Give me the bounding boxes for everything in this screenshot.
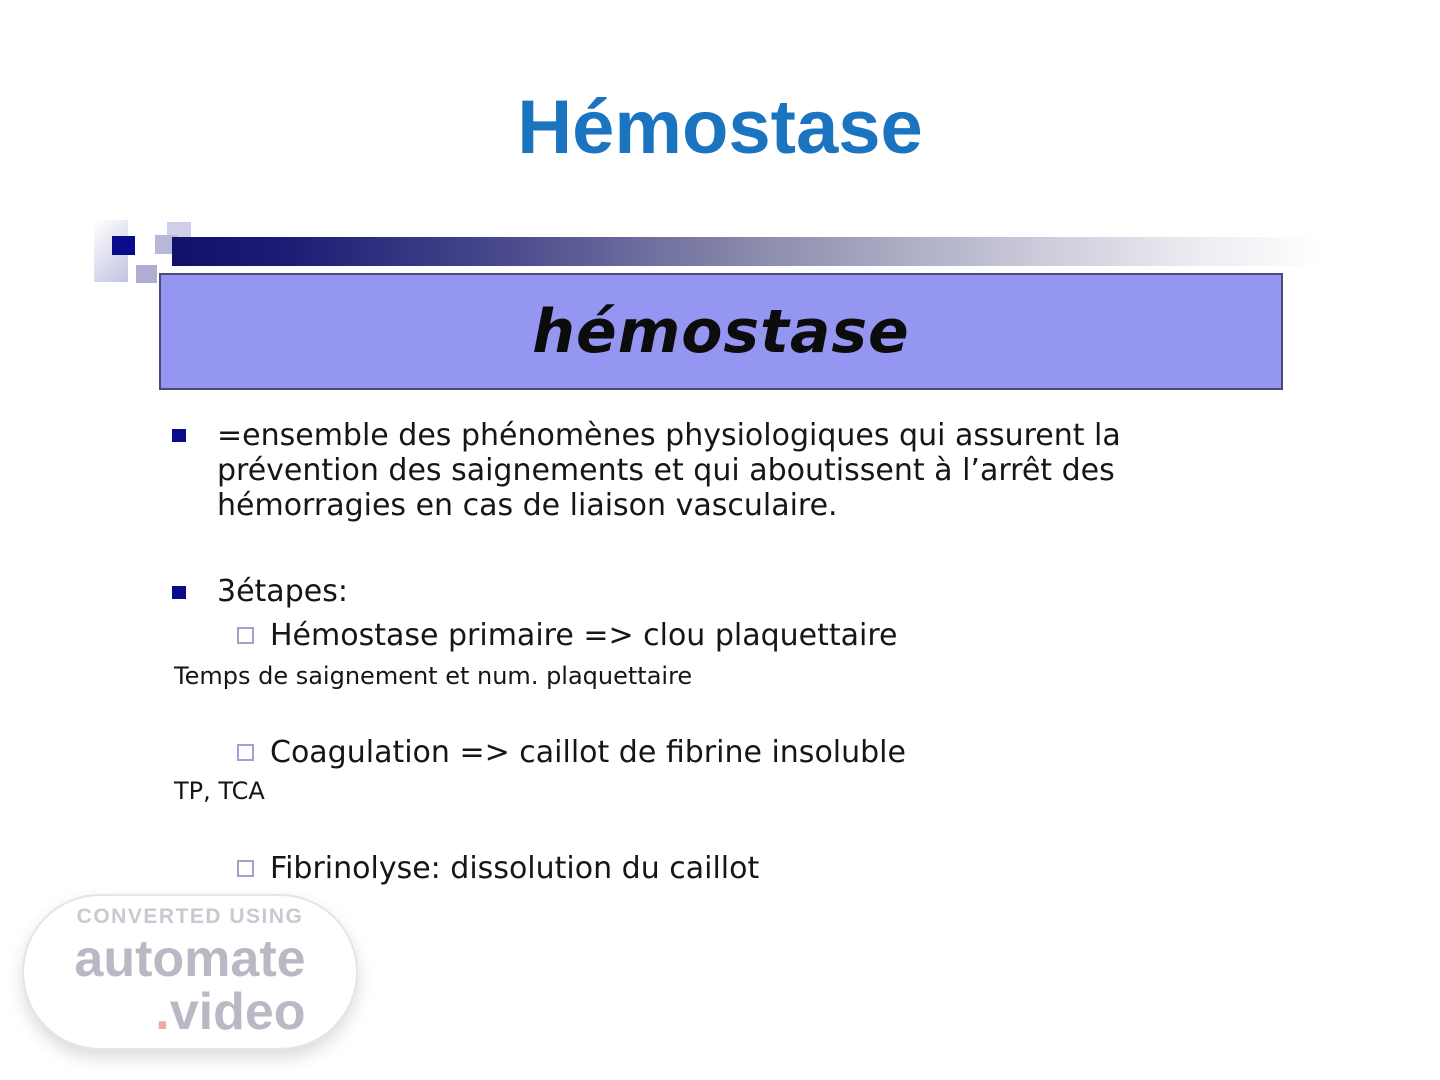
watermark-video [74, 983, 306, 1041]
banner-title: hémostase [532, 296, 910, 367]
step-2-note: TP, TCA [174, 777, 265, 805]
sub-bullet-fibrinolysis [237, 851, 759, 886]
decoration-gradient-rule [172, 237, 1320, 266]
hollow-square-bullet-icon [237, 744, 254, 761]
decoration-gray-square [136, 265, 157, 283]
sub-bullet-coagulation [237, 735, 906, 770]
definition-text [217, 418, 1121, 523]
step-2-label: Coagulation => caillot de fibrine insoluble [270, 735, 906, 770]
watermark-video-word: video [169, 983, 306, 1041]
hollow-square-bullet-icon [237, 860, 254, 877]
page-title: Hémostase [517, 85, 923, 170]
bullet-definition [172, 418, 1302, 523]
square-bullet-icon [172, 429, 186, 442]
definition-line-2: prévention des saignements et qui aboutissent à l’arrêt des [217, 453, 1115, 488]
bullet-steps-heading [172, 574, 348, 609]
watermark-automate: automate [74, 929, 306, 988]
watermark-converted-using: CONVERTED USING [76, 904, 304, 928]
hollow-square-bullet-icon [237, 627, 254, 644]
definition-line-1: =ensemble des phénomènes physiologiques qui assurent la [217, 418, 1121, 453]
square-bullet-icon [172, 586, 186, 599]
definition-line-3: hémorragies en cas de liaison vasculaire. [217, 488, 838, 523]
step-1-label: Hémostase primaire => clou plaquettaire [270, 618, 898, 653]
step-3-label: Fibrinolyse: dissolution du caillot [270, 851, 760, 886]
sub-bullet-primary-hemostasis [237, 618, 898, 653]
watermark-dot: . [155, 983, 170, 1041]
steps-heading-text: 3étapes: [217, 574, 348, 609]
decoration-navy-square [112, 236, 135, 255]
watermark-badge [22, 894, 358, 1050]
step-1-note: Temps de saignement et num. plaquettaire [174, 662, 693, 690]
banner [159, 273, 1283, 390]
watermark-brand [74, 929, 306, 1041]
